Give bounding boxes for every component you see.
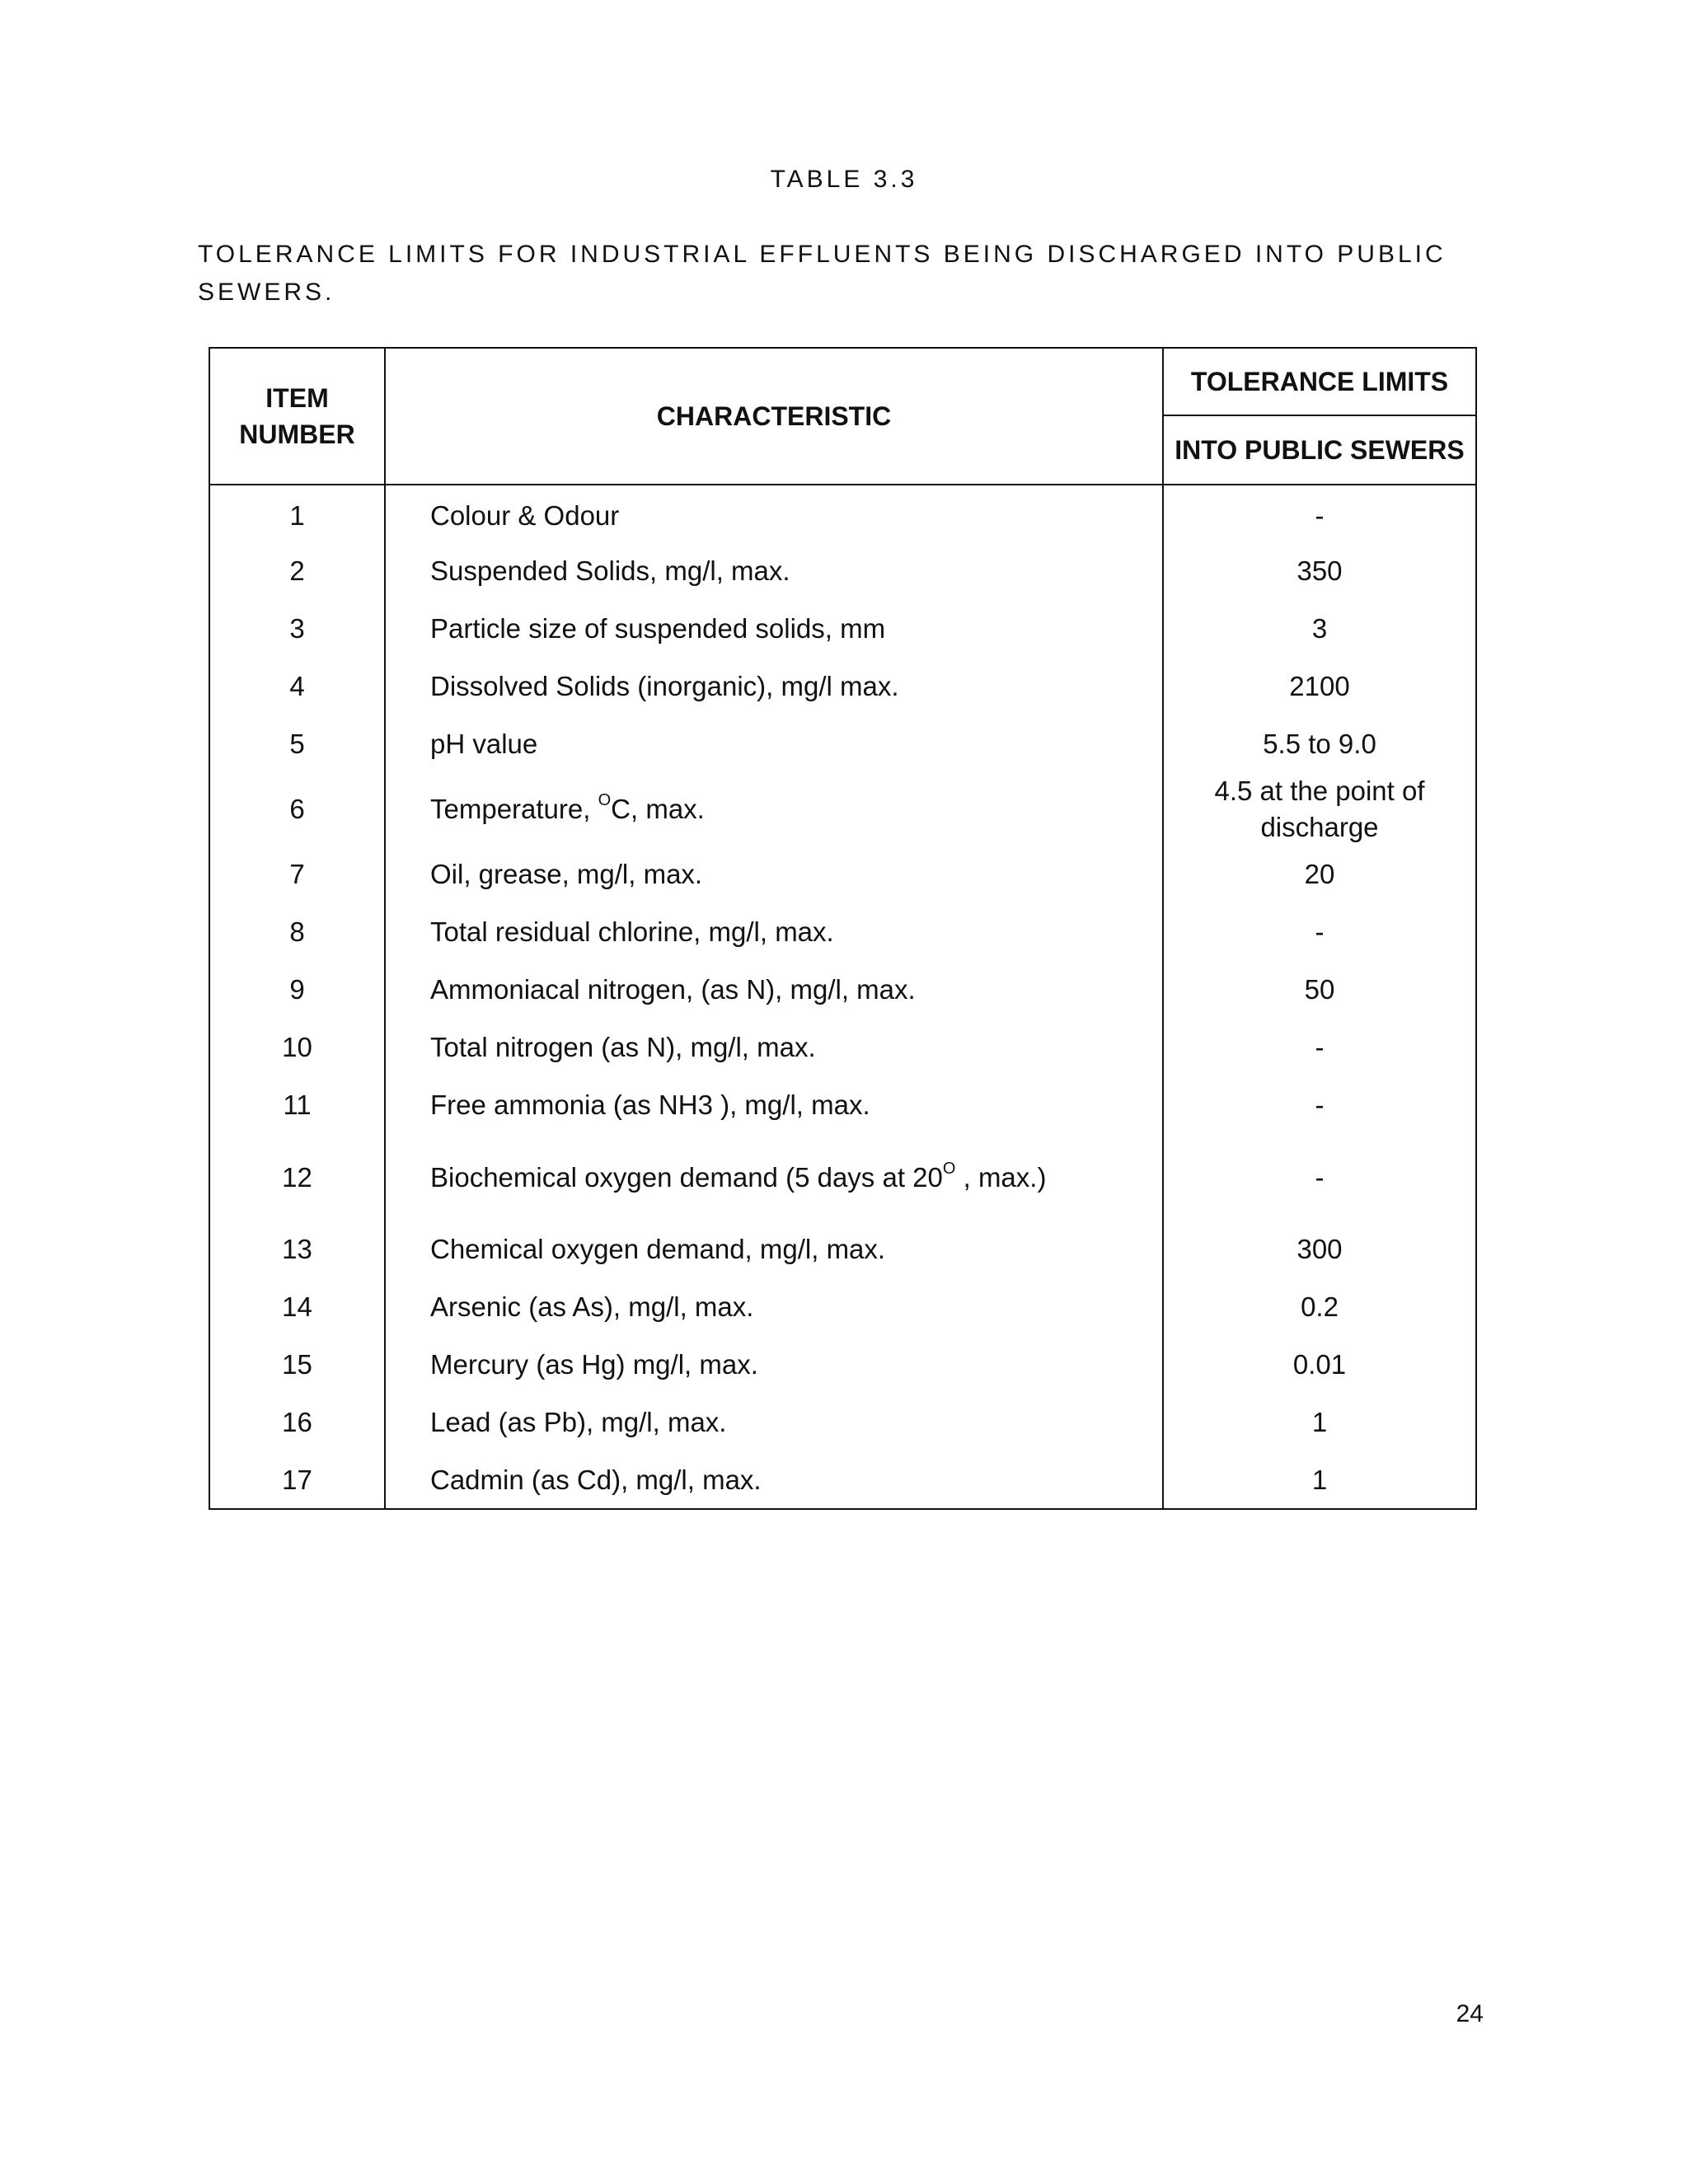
characteristic-cell: Particle size of suspended solids, mm <box>385 600 1163 658</box>
characteristic-cell: Total residual chlorine, mg/l, max. <box>385 903 1163 961</box>
item-number-cell: 1 <box>209 485 385 542</box>
item-number-cell: 3 <box>209 600 385 658</box>
limit-cell: 50 <box>1163 961 1476 1019</box>
limit-cell: 20 <box>1163 846 1476 903</box>
table-header <box>209 348 1476 485</box>
table-row <box>209 600 1476 658</box>
header-tolerance-limits: TOLERANCE LIMITS <box>1163 348 1476 415</box>
degree-superscript: O <box>942 1159 956 1178</box>
table-row <box>209 1451 1476 1509</box>
limit-cell: 2100 <box>1163 658 1476 715</box>
limit-cell: 1 <box>1163 1451 1476 1509</box>
item-number-cell: 10 <box>209 1019 385 1076</box>
header-item-number-line1: ITEM <box>265 383 329 413</box>
characteristic-cell: Dissolved Solids (inorganic), mg/l max. <box>385 658 1163 715</box>
table-row <box>209 1076 1476 1134</box>
item-number-cell: 15 <box>209 1336 385 1394</box>
characteristic-text-suffix: C, max. <box>611 794 705 824</box>
characteristic-cell: Lead (as Pb), mg/l, max. <box>385 1394 1163 1451</box>
characteristic-cell: Oil, grease, mg/l, max. <box>385 846 1163 903</box>
characteristic-cell: Free ammonia (as NH3 ), mg/l, max. <box>385 1076 1163 1134</box>
table-row <box>209 903 1476 961</box>
characteristic-cell <box>385 1134 1163 1221</box>
table-body <box>209 485 1476 1509</box>
limit-cell: - <box>1163 1019 1476 1076</box>
table-number: TABLE 3.3 <box>770 166 918 193</box>
limit-cell: - <box>1163 485 1476 542</box>
characteristic-cell: Ammoniacal nitrogen, (as N), mg/l, max. <box>385 961 1163 1019</box>
table-row <box>209 1221 1476 1278</box>
characteristic-cell <box>385 773 1163 846</box>
table-row <box>209 773 1476 846</box>
table-row <box>209 1336 1476 1394</box>
limit-cell: 3 <box>1163 600 1476 658</box>
header-item-number-line2: NUMBER <box>239 419 355 449</box>
item-number-cell: 17 <box>209 1451 385 1509</box>
item-number-cell: 2 <box>209 542 385 600</box>
item-number-cell: 8 <box>209 903 385 961</box>
limit-cell: 0.2 <box>1163 1278 1476 1336</box>
item-number-cell: 13 <box>209 1221 385 1278</box>
header-characteristic: CHARACTERISTIC <box>385 348 1163 485</box>
tolerance-limits-table <box>209 347 1477 1510</box>
table-row <box>209 1394 1476 1451</box>
limit-cell: 0.01 <box>1163 1336 1476 1394</box>
characteristic-cell: Mercury (as Hg) mg/l, max. <box>385 1336 1163 1394</box>
limit-cell: - <box>1163 1134 1476 1221</box>
limit-text: 4.5 at the point of discharge <box>1214 776 1425 842</box>
page-number: 24 <box>1456 2000 1484 2027</box>
item-number-cell: 11 <box>209 1076 385 1134</box>
table-row <box>209 846 1476 903</box>
limit-cell: 300 <box>1163 1221 1476 1278</box>
characteristic-cell: Arsenic (as As), mg/l, max. <box>385 1278 1163 1336</box>
limit-cell: 350 <box>1163 542 1476 600</box>
characteristic-cell: Cadmin (as Cd), mg/l, max. <box>385 1451 1163 1509</box>
table-row <box>209 715 1476 773</box>
limit-cell <box>1163 773 1476 846</box>
characteristic-text-suffix: , max.) <box>955 1161 1047 1193</box>
item-number-cell: 5 <box>209 715 385 773</box>
limit-cell: - <box>1163 903 1476 961</box>
item-number-cell: 16 <box>209 1394 385 1451</box>
characteristic-cell: Total nitrogen (as N), mg/l, max. <box>385 1019 1163 1076</box>
characteristic-cell: pH value <box>385 715 1163 773</box>
characteristic-text: Temperature, <box>430 794 598 824</box>
item-number-cell: 6 <box>209 773 385 846</box>
table-caption: TOLERANCE LIMITS FOR INDUSTRIAL EFFLUENTS BEING DISCHARGED INTO PUBLIC SEWERS. <box>198 241 1447 306</box>
limit-cell: 5.5 to 9.0 <box>1163 715 1476 773</box>
table-row <box>209 658 1476 715</box>
table-row <box>209 1019 1476 1076</box>
item-number-cell: 12 <box>209 1134 385 1221</box>
characteristic-text: Biochemical oxygen demand (5 days at 20 <box>430 1161 943 1193</box>
item-number-cell: 7 <box>209 846 385 903</box>
characteristic-cell: Chemical oxygen demand, mg/l, max. <box>385 1221 1163 1278</box>
item-number-cell: 4 <box>209 658 385 715</box>
characteristic-cell: Suspended Solids, mg/l, max. <box>385 542 1163 600</box>
degree-superscript: O <box>598 791 612 809</box>
characteristic-cell: Colour & Odour <box>385 485 1163 542</box>
header-item-number <box>209 348 385 485</box>
table-row <box>209 1278 1476 1336</box>
table-row <box>209 1134 1476 1221</box>
table-row <box>209 961 1476 1019</box>
table-row <box>209 485 1476 542</box>
limit-cell: - <box>1163 1076 1476 1134</box>
header-into-public-sewers: INTO PUBLIC SEWERS <box>1163 415 1476 485</box>
table-row <box>209 542 1476 600</box>
item-number-cell: 14 <box>209 1278 385 1336</box>
item-number-cell: 9 <box>209 961 385 1019</box>
limit-cell: 1 <box>1163 1394 1476 1451</box>
